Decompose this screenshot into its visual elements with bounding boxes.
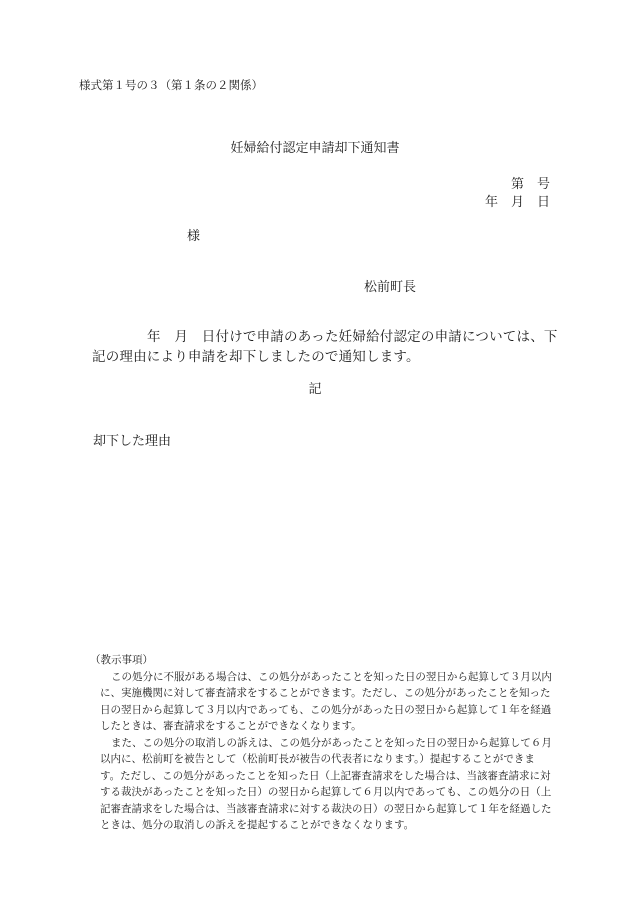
issuer-name: 松前町長 [364, 280, 417, 295]
notice-heading: （教示事項） [90, 654, 153, 666]
body-text: 年 月 日付けで申請のあった妊婦給付認定の申請については、下記の理由により申請を却下しましたので通知します。 [92, 329, 558, 365]
document-date: 年 月 日 [484, 195, 550, 210]
notice-paragraph-1: この処分に不服がある場合は、この処分があったことを知った日の翌日から起算して３月以内に、実施機関に対して審査請求をすることができます。ただし、この処分があったことを知った日の翌日から起算して３月以内であっても、この処分があった日の翌日から起算して１年を経過したときは、審査請求をすることができなくなります。 [100, 670, 552, 732]
document-number: 第 号 [510, 177, 550, 192]
addressee-suffix: 様 [187, 229, 201, 244]
form-number: 様式第１号の３（第１条の２関係） [79, 78, 263, 92]
instruction-notice [92, 652, 554, 834]
document-title: 妊婦給付認定申請却下通知書 [230, 141, 400, 156]
rejection-reason-label: 却下した理由 [93, 434, 172, 449]
notice-paragraph-2: また、この処分の取消しの訴えは、この処分があったことを知った日の翌日から起算して６月以内に、松前町を被告として（松前町長が被告の代表者になります。）提起することができます。ただし、この処分があったことを知った日（上記審査請求をした場合は、当該審査請求に対する裁決があったことを知った日）の翌日から起算して６月以内であっても、この処分の日（上記審査請求をした場合は、当該審査請求に対する裁決の日）の翌日から起算して１年を経過したときは、処分の取消しの訴えを提起することができなくなります。 [100, 736, 552, 831]
ki-heading: 記 [308, 382, 322, 397]
